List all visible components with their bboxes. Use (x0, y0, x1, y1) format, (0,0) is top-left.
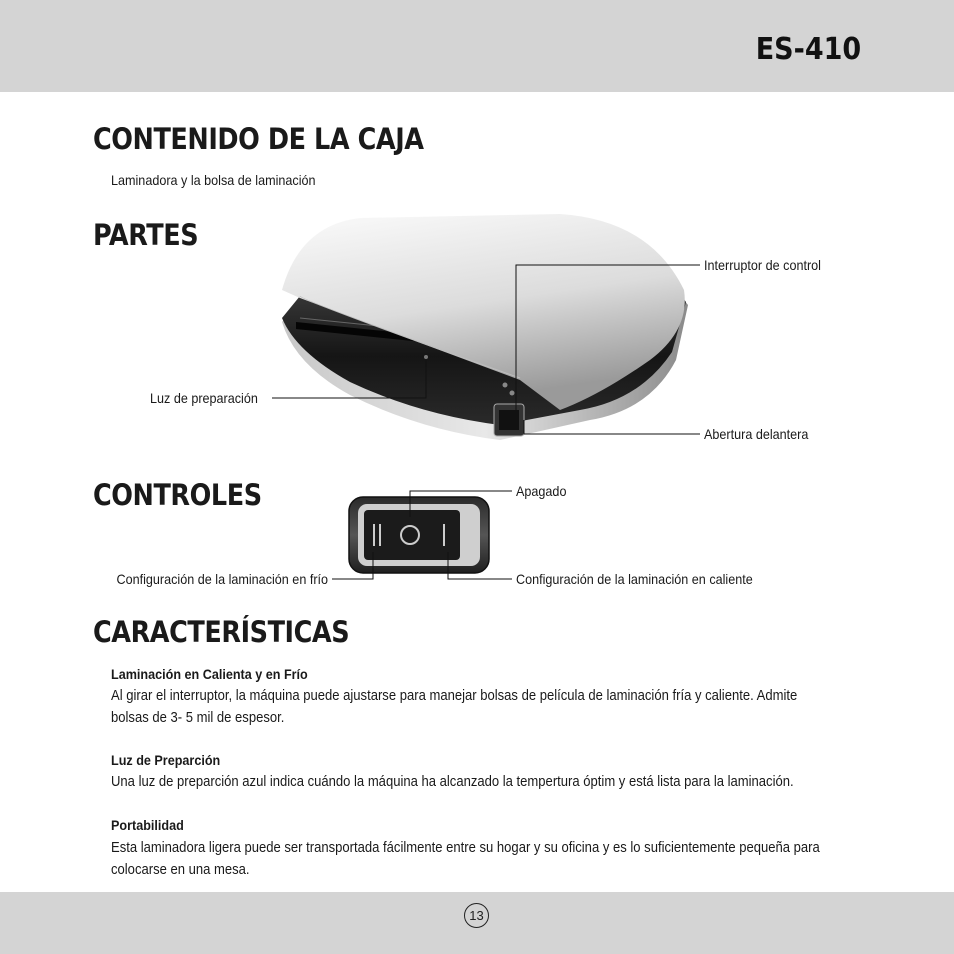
label-front-opening: Abertura delantera (704, 426, 809, 442)
contents-heading: CONTENIDO DE LA CAJA (93, 122, 424, 156)
switch-rocker (364, 510, 460, 560)
feature-text-ready-light: Una luz de preparción azul indica cuándo la máquina ha alcanzado la tempertura óptim y está lista para la laminación. (111, 774, 794, 790)
controls-heading: CONTROLES (93, 478, 262, 512)
label-off: Apagado (516, 483, 567, 499)
feature-text-portability: Esta laminadora ligera puede ser transportada fácilmente entre su hogar y su oficina y es lo suficientemente pequeña para colocarse en una mesa. (111, 840, 820, 878)
feature-text-hot-cold: Al girar el interruptor, la máquina puede ajustarse para manejar bolsas de película de laminación fría y caliente. Admite bolsas de 3- 5 mil de espesor. (111, 688, 798, 726)
page-number: 13 (464, 903, 489, 928)
features-heading: CARACTERÍSTICAS (93, 615, 350, 649)
label-ready-light: Luz de preparación (150, 390, 258, 406)
label-cold: Configuración de la laminación en frío (116, 571, 328, 587)
feature-title-portability: Portabilidad (111, 817, 184, 833)
parts-heading: PARTES (93, 218, 199, 252)
label-hot: Configuración de la laminación en caliente (516, 571, 753, 587)
feature-title-hot-cold: Laminación en Calienta y en Frío (111, 666, 308, 682)
model-title: ES-410 (755, 32, 861, 67)
label-power-switch: Interruptor de control (704, 257, 821, 273)
feature-title-ready-light: Luz de Preparción (111, 752, 221, 768)
contents-text: Laminadora y la bolsa de laminación (111, 172, 316, 188)
